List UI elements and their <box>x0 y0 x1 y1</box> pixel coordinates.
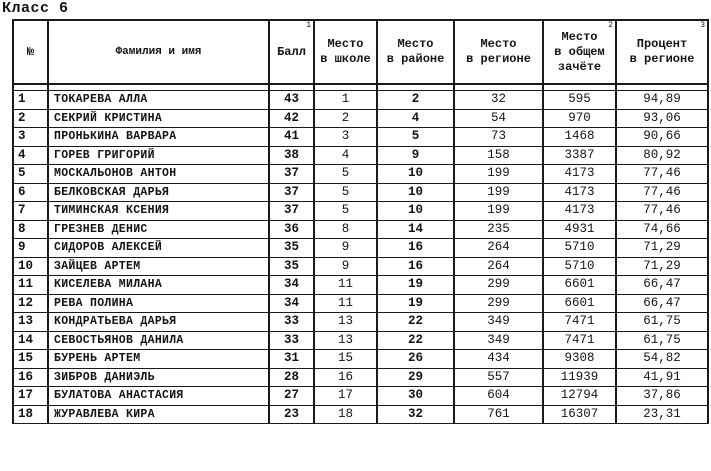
cell-place-district: 19 <box>377 294 454 313</box>
cell-place-region: 158 <box>454 146 543 165</box>
cell-score: 36 <box>269 220 314 239</box>
cell-name: БУЛАТОВА АНАСТАСИЯ <box>48 387 269 406</box>
cell-place-district: 19 <box>377 276 454 295</box>
cell-num: 11 <box>13 276 48 295</box>
cell-score: 27 <box>269 387 314 406</box>
cell-percent: 93,06 <box>616 109 708 128</box>
cell-place-region: 199 <box>454 202 543 221</box>
cell-num: 7 <box>13 202 48 221</box>
table-row <box>13 91 708 110</box>
cell-score: 38 <box>269 146 314 165</box>
table-row <box>13 183 708 202</box>
cell-place-school: 4 <box>314 146 377 165</box>
cell-place-overall: 4173 <box>543 202 616 221</box>
table-row <box>13 313 708 332</box>
cell-score: 37 <box>269 165 314 184</box>
cell-place-overall: 11939 <box>543 368 616 387</box>
cell-percent: 41,91 <box>616 368 708 387</box>
cell-score: 42 <box>269 109 314 128</box>
cell-num: 13 <box>13 313 48 332</box>
cell-name: КОНДРАТЬЕВА ДАРЬЯ <box>48 313 269 332</box>
cell-place-district: 14 <box>377 220 454 239</box>
table-row <box>13 220 708 239</box>
cell-percent: 37,86 <box>616 387 708 406</box>
table-row <box>13 146 708 165</box>
header-num: № <box>13 20 48 84</box>
cell-name: КИСЕЛЕВА МИЛАНА <box>48 276 269 295</box>
table-row <box>13 368 708 387</box>
cell-num: 9 <box>13 239 48 258</box>
cell-place-overall: 4931 <box>543 220 616 239</box>
cell-num: 1 <box>13 91 48 110</box>
cell-name: РЕВА ПОЛИНА <box>48 294 269 313</box>
cell-place-overall: 6601 <box>543 294 616 313</box>
cell-place-overall: 9308 <box>543 350 616 369</box>
cell-percent: 61,75 <box>616 313 708 332</box>
cell-place-overall: 7471 <box>543 331 616 350</box>
cell-num: 16 <box>13 368 48 387</box>
table-row <box>13 257 708 276</box>
cell-place-district: 29 <box>377 368 454 387</box>
cell-place-overall: 6601 <box>543 276 616 295</box>
cell-num: 18 <box>13 405 48 424</box>
cell-place-school: 9 <box>314 257 377 276</box>
cell-place-school: 13 <box>314 331 377 350</box>
table-row <box>13 165 708 184</box>
cell-place-district: 22 <box>377 331 454 350</box>
cell-place-overall: 4173 <box>543 183 616 202</box>
cell-num: 3 <box>13 128 48 147</box>
cell-place-region: 32 <box>454 91 543 110</box>
cell-place-region: 199 <box>454 183 543 202</box>
cell-name: СЕКРИЙ КРИСТИНА <box>48 109 269 128</box>
cell-score: 31 <box>269 350 314 369</box>
cell-percent: 66,47 <box>616 276 708 295</box>
cell-place-overall: 16307 <box>543 405 616 424</box>
cell-place-school: 17 <box>314 387 377 406</box>
cell-place-overall: 1468 <box>543 128 616 147</box>
cell-name: ЗАЙЦЕВ АРТЕМ <box>48 257 269 276</box>
table-row <box>13 350 708 369</box>
cell-num: 17 <box>13 387 48 406</box>
cell-place-overall: 5710 <box>543 239 616 258</box>
cell-place-district: 10 <box>377 202 454 221</box>
cell-place-overall: 12794 <box>543 387 616 406</box>
cell-place-overall: 5710 <box>543 257 616 276</box>
cell-place-district: 16 <box>377 257 454 276</box>
cell-name: ЖУРАВЛЕВА КИРА <box>48 405 269 424</box>
cell-place-region: 557 <box>454 368 543 387</box>
cell-place-district: 22 <box>377 313 454 332</box>
header-row <box>13 20 708 84</box>
table-row <box>13 276 708 295</box>
table-row <box>13 239 708 258</box>
cell-place-region: 299 <box>454 276 543 295</box>
header-name: Фамилия и имя <box>48 20 269 84</box>
cell-num: 12 <box>13 294 48 313</box>
cell-place-district: 26 <box>377 350 454 369</box>
cell-place-school: 13 <box>314 313 377 332</box>
cell-place-overall: 595 <box>543 91 616 110</box>
cell-name: ЗИБРОВ ДАНИЭЛЬ <box>48 368 269 387</box>
cell-percent: 61,75 <box>616 331 708 350</box>
cell-num: 6 <box>13 183 48 202</box>
footnote-marker-3: 3 <box>700 21 705 30</box>
cell-place-region: 299 <box>454 294 543 313</box>
cell-place-region: 264 <box>454 257 543 276</box>
cell-place-school: 8 <box>314 220 377 239</box>
cell-score: 35 <box>269 239 314 258</box>
cell-score: 34 <box>269 294 314 313</box>
cell-name: ГРЕЗНЕВ ДЕНИС <box>48 220 269 239</box>
cell-name: ТИМИНСКАЯ КСЕНИЯ <box>48 202 269 221</box>
cell-place-school: 11 <box>314 276 377 295</box>
cell-num: 14 <box>13 331 48 350</box>
cell-name: БЕЛКОВСКАЯ ДАРЬЯ <box>48 183 269 202</box>
cell-place-district: 5 <box>377 128 454 147</box>
cell-place-region: 604 <box>454 387 543 406</box>
cell-place-region: 235 <box>454 220 543 239</box>
cell-score: 43 <box>269 91 314 110</box>
cell-percent: 66,47 <box>616 294 708 313</box>
cell-score: 34 <box>269 276 314 295</box>
cell-name: ТОКАРЕВА АЛЛА <box>48 91 269 110</box>
cell-place-school: 2 <box>314 109 377 128</box>
header-score: Балл 1 <box>269 20 314 84</box>
cell-place-overall: 7471 <box>543 313 616 332</box>
cell-place-school: 15 <box>314 350 377 369</box>
cell-num: 10 <box>13 257 48 276</box>
cell-percent: 54,82 <box>616 350 708 369</box>
cell-score: 35 <box>269 257 314 276</box>
table-row <box>13 128 708 147</box>
cell-num: 8 <box>13 220 48 239</box>
table-row <box>13 387 708 406</box>
cell-name: СЕВОСТЬЯНОВ ДАНИЛА <box>48 331 269 350</box>
cell-place-region: 349 <box>454 313 543 332</box>
table-row <box>13 109 708 128</box>
cell-score: 33 <box>269 313 314 332</box>
table-row <box>13 331 708 350</box>
table-caption: Класс 6 <box>2 0 69 17</box>
cell-percent: 71,29 <box>616 257 708 276</box>
cell-place-school: 5 <box>314 165 377 184</box>
header-percent-region: 3 Процент в регионе <box>616 20 708 84</box>
cell-place-district: 9 <box>377 146 454 165</box>
cell-percent: 77,46 <box>616 165 708 184</box>
footnote-marker-1: 1 <box>306 21 311 30</box>
cell-name: СИДОРОВ АЛЕКСЕЙ <box>48 239 269 258</box>
cell-place-district: 16 <box>377 239 454 258</box>
cell-place-district: 30 <box>377 387 454 406</box>
cell-percent: 23,31 <box>616 405 708 424</box>
cell-name: ГОРЕВ ГРИГОРИЙ <box>48 146 269 165</box>
table-row <box>13 202 708 221</box>
header-place-overall: 2 Место в общем зачёте <box>543 20 616 84</box>
cell-place-overall: 3387 <box>543 146 616 165</box>
cell-num: 5 <box>13 165 48 184</box>
cell-place-district: 10 <box>377 183 454 202</box>
cell-name: БУРЕНЬ АРТЕМ <box>48 350 269 369</box>
cell-place-district: 10 <box>377 165 454 184</box>
cell-place-region: 434 <box>454 350 543 369</box>
header-place-district: Место в районе <box>377 20 454 84</box>
table-header <box>13 20 708 84</box>
cell-place-school: 11 <box>314 294 377 313</box>
cell-score: 41 <box>269 128 314 147</box>
cell-place-school: 3 <box>314 128 377 147</box>
cell-num: 2 <box>13 109 48 128</box>
cell-score: 37 <box>269 202 314 221</box>
table-row <box>13 405 708 424</box>
cell-place-school: 1 <box>314 91 377 110</box>
cell-place-district: 32 <box>377 405 454 424</box>
cell-place-region: 54 <box>454 109 543 128</box>
table-body <box>13 84 708 424</box>
cell-percent: 71,29 <box>616 239 708 258</box>
cell-num: 15 <box>13 350 48 369</box>
cell-place-school: 5 <box>314 183 377 202</box>
cell-percent: 77,46 <box>616 183 708 202</box>
table-row <box>13 294 708 313</box>
header-place-region: Место в регионе <box>454 20 543 84</box>
cell-place-region: 199 <box>454 165 543 184</box>
cell-percent: 80,92 <box>616 146 708 165</box>
cell-place-region: 73 <box>454 128 543 147</box>
cell-score: 23 <box>269 405 314 424</box>
footnote-marker-2: 2 <box>608 21 613 30</box>
cell-percent: 74,66 <box>616 220 708 239</box>
cell-score: 33 <box>269 331 314 350</box>
cell-place-school: 16 <box>314 368 377 387</box>
cell-place-school: 5 <box>314 202 377 221</box>
cell-num: 4 <box>13 146 48 165</box>
results-table <box>12 19 709 424</box>
cell-percent: 90,66 <box>616 128 708 147</box>
cell-place-district: 2 <box>377 91 454 110</box>
cell-percent: 94,89 <box>616 91 708 110</box>
cell-place-region: 264 <box>454 239 543 258</box>
cell-place-school: 9 <box>314 239 377 258</box>
cell-place-overall: 970 <box>543 109 616 128</box>
cell-place-region: 349 <box>454 331 543 350</box>
cell-percent: 77,46 <box>616 202 708 221</box>
cell-place-region: 761 <box>454 405 543 424</box>
cell-place-school: 18 <box>314 405 377 424</box>
cell-score: 37 <box>269 183 314 202</box>
cell-name: ПРОНЬКИНА ВАРВАРА <box>48 128 269 147</box>
cell-score: 28 <box>269 368 314 387</box>
cell-place-district: 4 <box>377 109 454 128</box>
cell-name: МОСКАЛЬОНОВ АНТОН <box>48 165 269 184</box>
cell-place-overall: 4173 <box>543 165 616 184</box>
header-place-school: Место в школе <box>314 20 377 84</box>
